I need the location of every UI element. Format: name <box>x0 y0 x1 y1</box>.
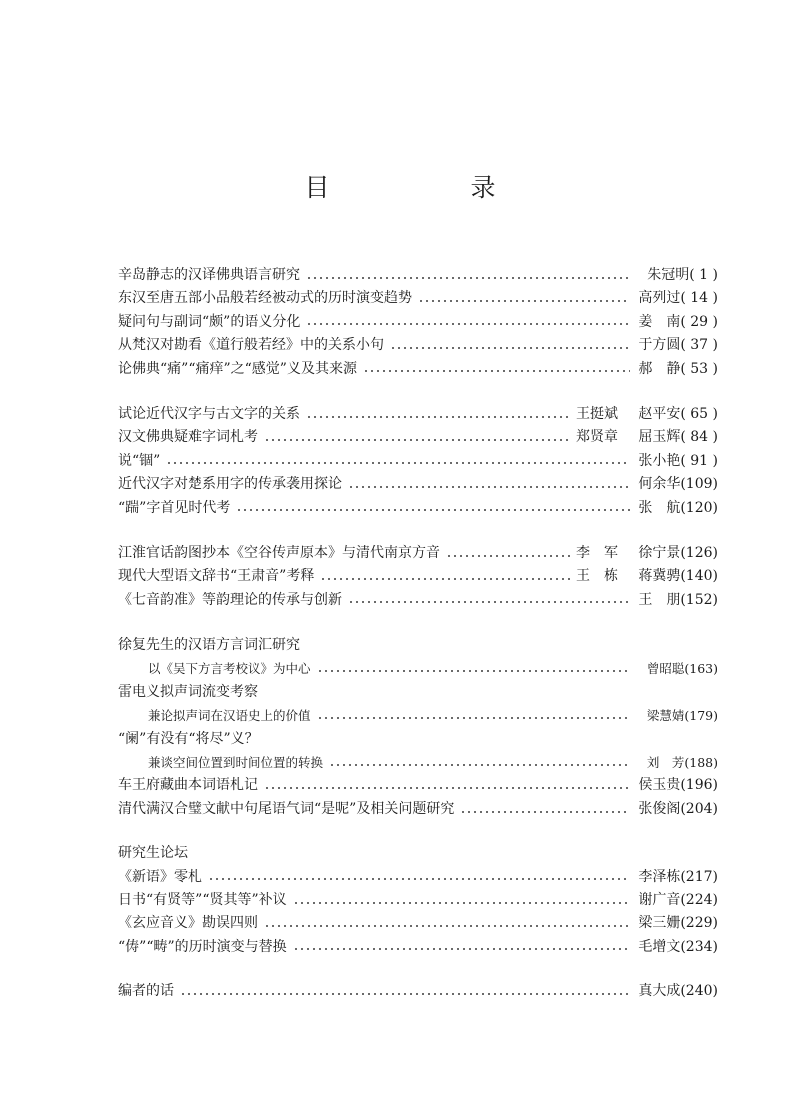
entry-title: “阑”有没有“将尽”义？ <box>118 730 259 747</box>
entry-author-page: 朱冠明( 1 ) <box>647 267 718 283</box>
toc-entry[interactable] <box>118 634 718 657</box>
entry-title: 辛岛静志的汉译佛典语言研究 <box>118 267 300 283</box>
section-gap <box>118 520 718 542</box>
entry-title: 兼论拟声词在汉语史上的价值 <box>148 708 311 724</box>
entry-author-page: 屈玉辉( 84 ) <box>638 429 718 446</box>
entry-title: 汉文佛典疑难字词札考 <box>118 429 258 446</box>
entry-title: 兼谈空间位置到时间位置的转换 <box>148 755 324 771</box>
leader-dots <box>348 486 630 488</box>
entry-title: “俦”“畴”的历时演变与替换 <box>118 938 287 955</box>
entry-title: 雷电义拟声词流变考察 <box>118 683 258 700</box>
entry-author-page: 曾昭聪(163) <box>646 661 718 677</box>
entry-coauthor: 王 栋 <box>576 568 618 585</box>
entry-coauthor: 郑贤章 <box>576 429 618 446</box>
entry-title: 论佛典“痛”“痛痒”之“感觉”义及其来源 <box>118 360 357 377</box>
toc-entry[interactable] <box>118 681 718 704</box>
toc-entry[interactable] <box>118 287 718 310</box>
entry-title: 《玄应音义》勘误四则 <box>118 915 258 932</box>
toc-entry[interactable] <box>118 798 718 821</box>
entry-author-page: 张俊阁(204) <box>638 800 718 817</box>
toc-entry[interactable] <box>118 450 718 473</box>
entry-author-page: 张小艳( 91 ) <box>638 452 718 469</box>
entry-author-page: 毛增文(234) <box>638 938 718 955</box>
entry-author-page: 真大成(240) <box>638 983 718 1000</box>
leader-dots <box>306 323 630 325</box>
leader-dots <box>446 555 570 557</box>
entry-title: 车王府藏曲本词语札记 <box>118 777 258 794</box>
entry-author-page: 李泽栋(217) <box>638 868 718 885</box>
entry-title: 徐复先生的汉语方言词汇研究 <box>118 637 300 654</box>
entry-author-page: 刘 芳(188) <box>646 755 718 771</box>
entry-title: 《七音韵准》等韵理论的传承与创新 <box>118 591 342 608</box>
leader-dots <box>306 277 630 279</box>
leader-dots <box>317 670 630 672</box>
toc-entry[interactable] <box>118 728 718 751</box>
leader-dots <box>236 509 630 511</box>
toc-entry[interactable] <box>118 980 718 1003</box>
toc-entry[interactable] <box>118 936 718 959</box>
leader-dots <box>390 347 630 349</box>
entry-title: 东汉至唐五部小品般若经被动式的历时演变趋势 <box>118 290 412 307</box>
leader-dots <box>329 764 630 766</box>
entry-title: 清代满汉合璧文献中句尾语气词“是呢”及相关问题研究 <box>118 800 455 817</box>
leader-dots <box>180 993 630 995</box>
section-gap <box>118 821 718 842</box>
toc-entry[interactable] <box>118 497 718 520</box>
leader-dots <box>264 925 630 927</box>
entry-title: 江淮官话韵图抄本《空谷传声原本》与清代南京方音 <box>118 544 440 561</box>
entry-author-page: 谢广音(224) <box>638 891 718 908</box>
entry-title: 说“锢” <box>118 452 161 469</box>
leader-dots <box>264 439 570 441</box>
entry-title: “踹”字首见时代考 <box>118 499 231 516</box>
toc-entry[interactable] <box>118 473 718 496</box>
entry-author-page: 梁三姗(229) <box>638 915 718 932</box>
toc-entry[interactable] <box>118 542 718 565</box>
leader-dots <box>293 902 630 904</box>
entry-author-page: 王 朋(152) <box>638 591 718 608</box>
leader-dots <box>363 370 630 372</box>
leader-dots <box>418 300 630 302</box>
entry-author-page: 赵平安( 65 ) <box>638 405 718 422</box>
toc-entry[interactable] <box>118 565 718 588</box>
toc-entry[interactable] <box>118 334 718 357</box>
leader-dots <box>348 601 630 603</box>
section-gap <box>118 612 718 634</box>
entry-coauthor: 王挺斌 <box>576 405 618 422</box>
toc-entry[interactable] <box>118 311 718 334</box>
leader-dots <box>306 416 570 418</box>
entry-author-page: 于方圆( 37 ) <box>638 337 718 354</box>
toc-entry[interactable] <box>118 403 718 426</box>
leader-dots <box>317 717 630 719</box>
leader-dots <box>320 578 570 580</box>
entry-author-page: 姜 南( 29 ) <box>638 313 718 330</box>
toc-entry[interactable] <box>118 889 718 912</box>
leader-dots <box>293 948 630 950</box>
entry-title: 试论近代汉字与古文字的关系 <box>118 405 300 422</box>
entry-title: 《新语》零札 <box>118 868 202 885</box>
entry-author-page: 何余华(109) <box>638 476 718 493</box>
table-of-contents <box>118 264 718 1004</box>
leader-dots <box>264 787 630 789</box>
entry-author-page: 张 航(120) <box>638 499 718 516</box>
toc-entry[interactable] <box>118 264 718 287</box>
toc-entry[interactable] <box>118 866 718 889</box>
entry-title: 近代汉字对楚系用字的传承袭用探论 <box>118 476 342 493</box>
toc-entry[interactable] <box>118 358 718 381</box>
entry-author-page: 蒋冀骋(140) <box>638 568 718 585</box>
toc-entry[interactable] <box>118 774 718 797</box>
toc-entry[interactable] <box>118 426 718 449</box>
entry-author-page: 高列过( 14 ) <box>638 290 718 307</box>
leader-dots <box>208 878 630 880</box>
entry-author-page: 侯玉贵(196) <box>638 777 718 794</box>
page-title: 目 录 <box>304 173 554 202</box>
entry-title: 疑问句与副词“颇”的语义分化 <box>118 313 301 330</box>
entry-title: 日书“有贤等”“贤其等”补议 <box>118 891 287 908</box>
entry-author-page: 徐宁景(126) <box>638 544 718 561</box>
entry-title: 从梵汉对勘看《道行般若经》中的关系小句 <box>118 337 384 354</box>
toc-entry[interactable] <box>118 912 718 935</box>
entry-author-page: 郝 静( 53 ) <box>638 360 718 377</box>
toc-entry[interactable] <box>118 589 718 612</box>
entry-title: 现代大型语文辞书“王肃音”考释 <box>118 568 315 585</box>
leader-dots <box>460 811 630 813</box>
entry-author-page: 梁慧婧(179) <box>646 708 718 724</box>
section-gap <box>118 959 718 980</box>
entry-title: 以《吴下方言考校议》为中心 <box>148 661 311 677</box>
toc-entry[interactable] <box>118 704 718 727</box>
leader-dots <box>166 462 630 464</box>
toc-entry[interactable] <box>118 657 718 680</box>
section-title-grad: 研究生论坛 <box>118 845 188 862</box>
section-gap <box>118 381 718 403</box>
entry-coauthor: 李 军 <box>576 544 618 561</box>
toc-entry[interactable] <box>118 751 718 774</box>
entry-title: 编者的话 <box>118 983 174 1000</box>
